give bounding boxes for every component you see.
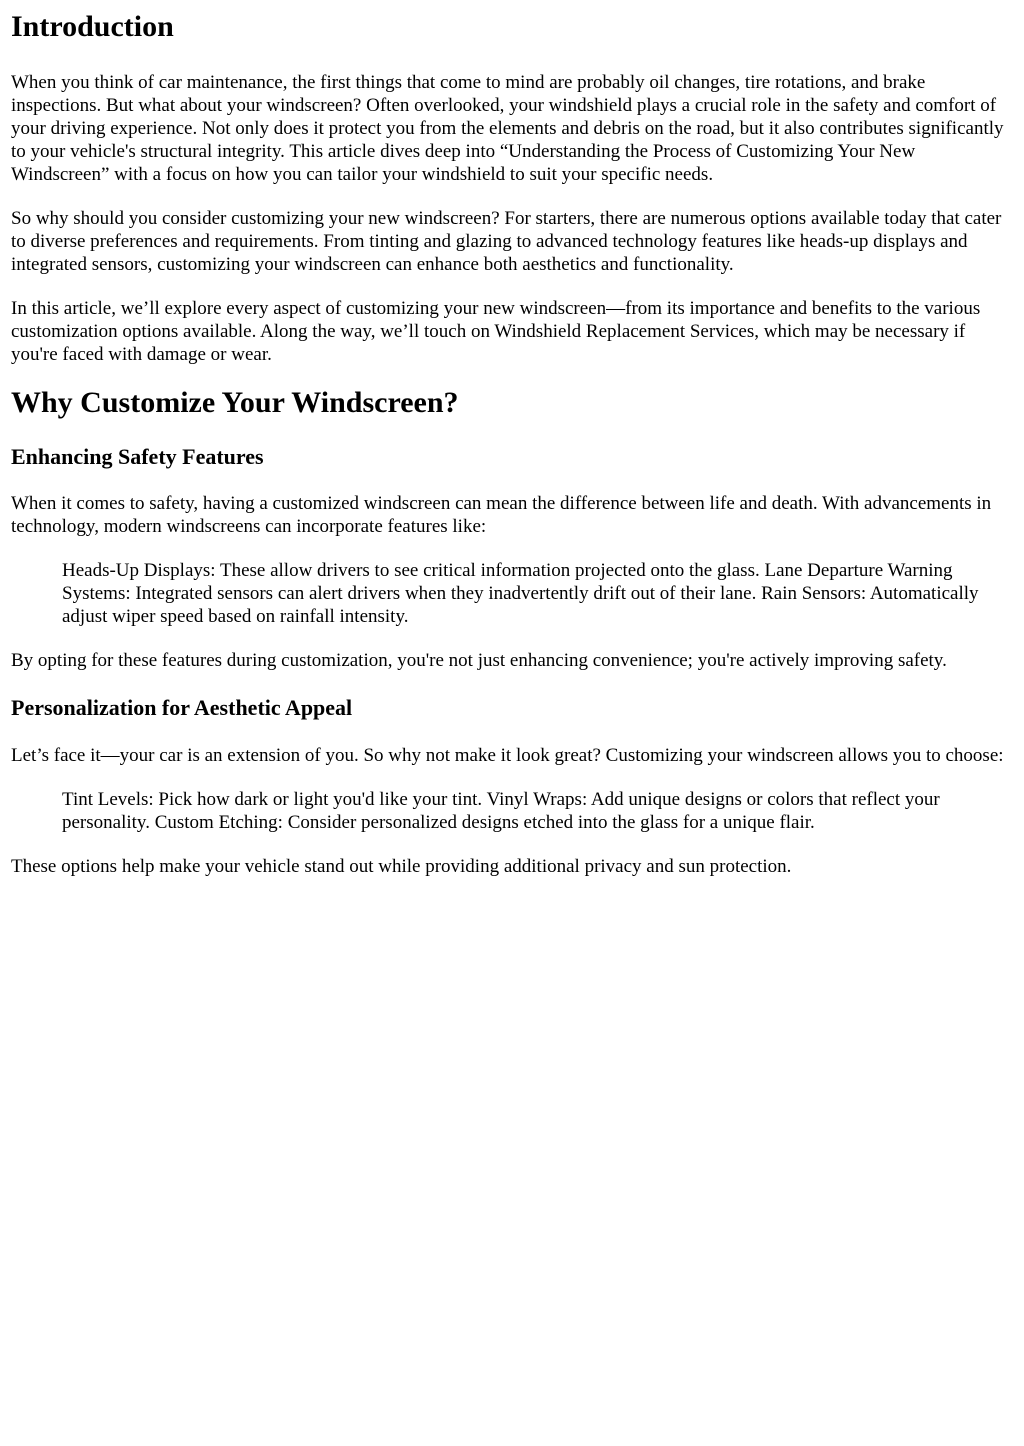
- aesthetic-options-blockquote: Tint Levels: Pick how dark or light you'd like your tint. Vinyl Wraps: Add unique designs or colors that reflect your personality. Custom Etching: Consider personalized designs etched into the glass for a unique flair.: [62, 789, 940, 833]
- why-customize-heading: Why Customize Your Windscreen?: [11, 386, 459, 419]
- intro-paragraph-1: When you think of car maintenance, the first things that come to mind are probably oil changes, tire rotations, and brake inspections. But what about your windscreen? Often overlooked, your windshield plays a crucial role in the safety and comfort of your driving experience. Not only does it protect you from the elements and debris on the road, but it also contributes significantly to your vehicle's structural integrity. This article dives deep into “Understanding the Process of Customizing Your New Windscreen” with a focus on how you can tailor your windshield to suit your specific needs.: [11, 72, 1004, 185]
- safety-outro-paragraph: By opting for these features during customization, you're not just enhancing convenience; you're actively improving safety.: [11, 650, 947, 671]
- safety-intro-paragraph: When it comes to safety, having a customized windscreen can mean the difference between life and death. With advancements in technology, modern windscreens can incorporate features like:: [11, 493, 992, 537]
- introduction-heading: Introduction: [11, 10, 174, 43]
- aesthetic-appeal-heading: Personalization for Aesthetic Appeal: [11, 695, 353, 720]
- aesthetic-intro-paragraph: Let’s face it—your car is an extension of you. So why not make it look great? Customizing your windscreen allows you to choose:: [11, 745, 1004, 766]
- aesthetic-outro-paragraph: These options help make your vehicle stand out while providing additional privacy and sun protection.: [11, 856, 792, 877]
- safety-features-heading: Enhancing Safety Features: [11, 444, 264, 469]
- intro-paragraph-3: In this article, we’ll explore every aspect of customizing your new windscreen—from its importance and benefits to the various customization options available. Along the way, we’ll touch on Windshield Replacement Services, which may be necessary if you're faced with damage or wear.: [11, 298, 981, 365]
- intro-paragraph-2: So why should you consider customizing your new windscreen? For starters, there are numerous options available today that cater to diverse preferences and requirements. From tinting and glazing to advanced technology features like heads-up displays and integrated sensors, customizing your windscreen can enhance both aesthetics and functionality.: [11, 208, 1002, 275]
- safety-features-blockquote: Heads-Up Displays: These allow drivers to see critical information projected onto the glass. Lane Departure Warning Systems: Integrated sensors can alert drivers when they inadvertently drift out of their lane. Rain Sensors: Automatically adjust wiper speed based on rainfall intensity.: [62, 560, 979, 627]
